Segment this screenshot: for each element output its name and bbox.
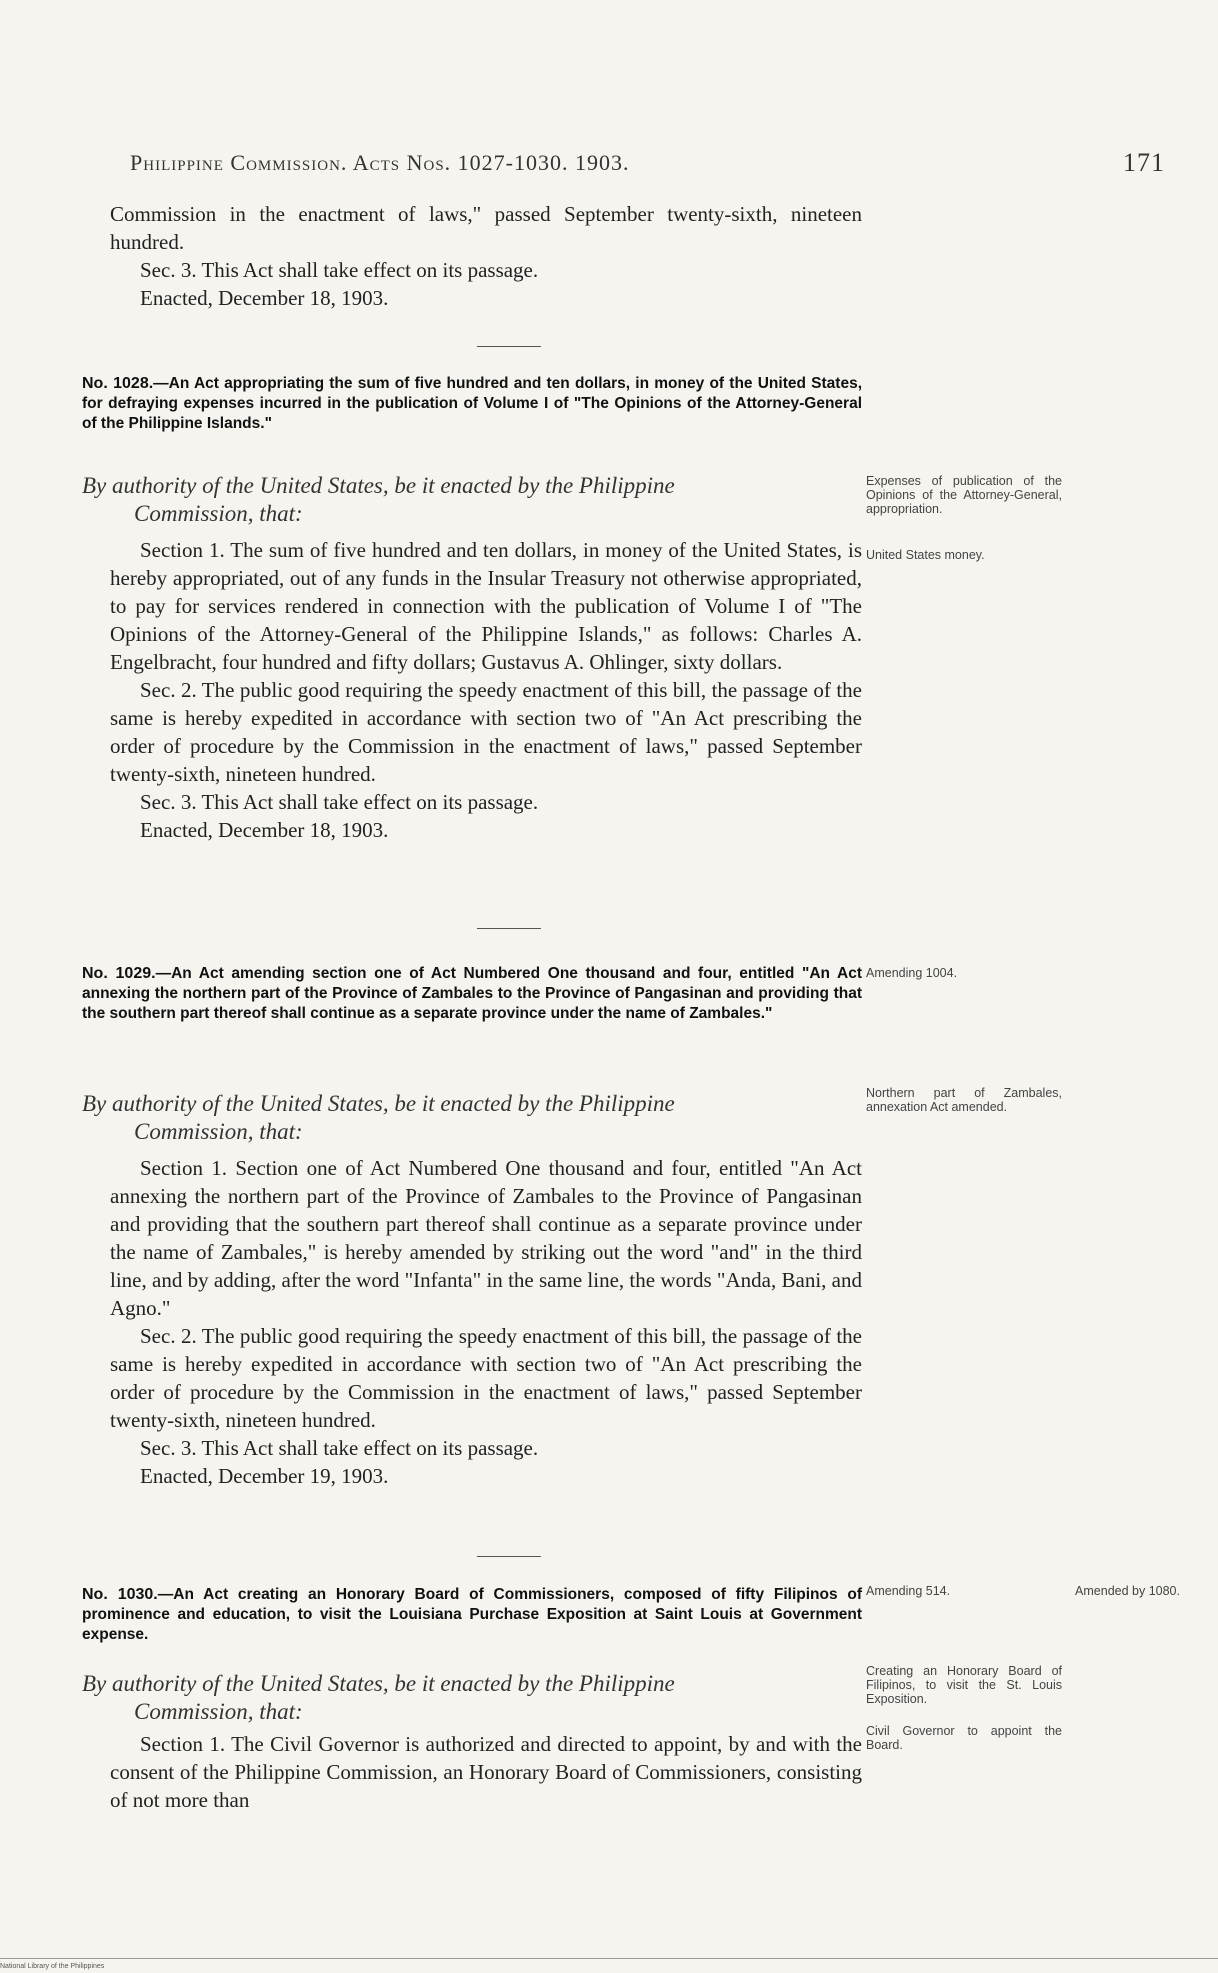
act-1028-sec3: Sec. 3. This Act shall take effect on its passage. [140, 790, 539, 814]
enacting-clause-line-2: Commission, that: [134, 501, 303, 526]
enacting-clause-line-1: By authority of the United States, be it enacted by the Philippine [82, 473, 675, 498]
act-1030-body [110, 1730, 862, 1814]
act-1029-enacted: Enacted, December 19, 1903. [140, 1464, 389, 1488]
act-1028-number: No. 1028. [82, 375, 154, 392]
continuation-text: Commission in the enactment of laws," passed September twenty-sixth, nineteen hundred. [110, 202, 862, 254]
act-1029-sec1: Section 1. Section one of Act Numbered One thousand and four, entitled "An Act annexing the northern part of the Province of Zambales to the Province of Pangasinan and providing that the southern part thereof shall continue as a separate province under the name of Zambales," is hereby amended by striking out the word "and" in the third line, and by adding, after the word "Infanta" in the same line, the words "Anda, Bani, and Agno." [110, 1156, 862, 1320]
enacting-clause-line-1: By authority of the United States, be it enacted by the Philippine [82, 1091, 675, 1116]
act-1030-sec1: Section 1. The Civil Governor is authorized and directed to appoint, by and with the consent of the Philippine Commission, an Honorary Board of Commissioners, consisting of not more than [110, 1732, 862, 1812]
footer-credit: National Library of the Philippines [0, 1963, 105, 1970]
section-divider [477, 928, 541, 929]
margin-note-1030-c: Civil Governor to appoint the Board. [866, 1724, 1062, 1752]
act-1029-sec3: Sec. 3. This Act shall take effect on its passage. [140, 1436, 539, 1460]
margin-note-amended-by: Amended by 1080. [1075, 1584, 1180, 1598]
enacting-clause-line-2: Commission, that: [134, 1119, 303, 1144]
act-1029-title [82, 964, 862, 1024]
running-title: Philippine Commission. Acts Nos. 1027-1030. 1903. [130, 150, 630, 175]
act-1029-sec2: Sec. 2. The public good requiring the speedy enactment of this bill, the passage of the same is hereby expedited in accordance with section two of "An Act prescribing the order of procedure by the Commission in the enactment of laws," passed September twenty-sixth, nineteen hundred. [110, 1324, 862, 1432]
continuation-sec3: Sec. 3. This Act shall take effect on its passage. [140, 258, 539, 282]
continuation-enacted: Enacted, December 18, 1903. [140, 286, 389, 310]
act-1029-number: No. 1029. [82, 965, 156, 982]
enacting-clause-line-1: By authority of the United States, be it enacted by the Philippine [82, 1671, 675, 1696]
margin-note-1029-b: Northern part of Zambales, annexation Act amended. [866, 1086, 1062, 1114]
act-1028-title [82, 374, 862, 434]
running-head [130, 150, 1165, 176]
section-divider [477, 346, 541, 347]
act-1030-title [82, 1585, 862, 1645]
act-1030-title-text: —An Act creating an Honorary Board of Commissioners, composed of fifty Filipinos of prominence and education, to visit the Louisiana Purchase Exposition at Saint Louis at Government expense. [82, 1586, 862, 1643]
act-1030-enacting-clause [82, 1670, 862, 1726]
margin-note-1029-a: Amending 1004. [866, 966, 958, 980]
footer-rule [0, 1958, 1218, 1959]
margin-note-1028-a: Expenses of publication of the Opinions of the Attorney-General, appropriation. [866, 474, 1062, 516]
enacting-clause-line-2: Commission, that: [134, 1699, 303, 1724]
act-1028-sec2: Sec. 2. The public good requiring the speedy enactment of this bill, the passage of the same is hereby expedited in accordance with section two of "An Act prescribing the order of procedure by the Commission in the enactment of laws," passed September twenty-sixth, nineteen hundred. [110, 678, 862, 786]
section-divider [477, 1556, 541, 1557]
continuation-block [110, 200, 862, 312]
act-1029-enacting-clause [82, 1090, 862, 1146]
act-1028-body [110, 536, 862, 844]
margin-note-1030-b: Creating an Honorary Board of Filipinos, to visit the St. Louis Exposition. [866, 1664, 1062, 1706]
act-1029-title-text: —An Act amending section one of Act Numbered One thousand and four, entitled "An Act annexing the northern part of the Province of Zambales to the Province of Pangasinan and providing that the southern part thereof shall continue as a separate province under the name of Zambales." [82, 965, 862, 1022]
act-1028-title-text: —An Act appropriating the sum of five hundred and ten dollars, in money of the United States, for defraying expenses incurred in the publication of Volume I of "The Opinions of the Attorney-General of the Philippine Islands." [82, 375, 862, 432]
act-1028-sec1: Section 1. The sum of five hundred and ten dollars, in money of the United States, is hereby appropriated, out of any funds in the Insular Treasury not otherwise appropriated, to pay for services rendered in connection with the publication of Volume I of "The Opinions of the Attorney-General of the Philippine Islands," as follows: Charles A. Engelbracht, four hundred and fifty dollars; Gustavus A. Ohlinger, sixty dollars. [110, 538, 862, 674]
margin-note-1030-a: Amending 514. [866, 1584, 951, 1598]
act-1030-number: No. 1030. [82, 1586, 158, 1603]
act-1029-body [110, 1154, 862, 1490]
act-1028-enacted: Enacted, December 18, 1903. [140, 818, 389, 842]
margin-note-1028-b: United States money. [866, 548, 985, 562]
act-1028-enacting-clause [82, 472, 862, 528]
page-number: 171 [1123, 148, 1165, 177]
